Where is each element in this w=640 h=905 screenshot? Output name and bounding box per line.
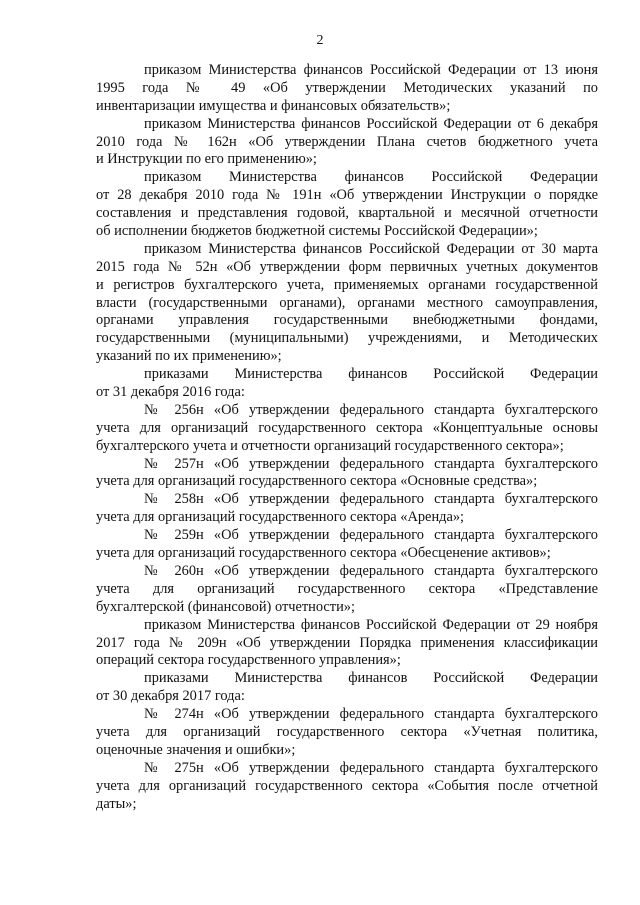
text-line: учета для организаций государственного сектора «Обесценение активов»; xyxy=(96,545,551,562)
text-line: № 274н «Об утверждении федерального стандарта бухгалтерского xyxy=(144,706,598,723)
text-line: от 31 декабря 2016 года: xyxy=(96,384,245,401)
text-line: государственными (муниципальными) учреждениями, и Методических xyxy=(96,330,598,347)
text-line: 2015 года № 52н «Об утверждении форм первичных учетных документов xyxy=(96,258,598,275)
text-line: приказом Министерства финансов Российской Федерации xyxy=(144,169,598,186)
text-line: приказом Министерства финансов Российской Федерации от 13 июня xyxy=(144,62,598,78)
text-line: бухгалтерского учета и отчетности организаций государственного сектора»; xyxy=(96,437,564,454)
text-line: № 258н «Об утверждении федерального стандарта бухгалтерского xyxy=(144,491,598,508)
text-line: 2010 года № 162н «Об утверждении Плана счетов бюджетного учета xyxy=(96,133,598,150)
text-line: учета для организаций государственного сектора «Аренда»; xyxy=(96,509,465,526)
text-line: № 259н «Об утверждении федерального стандарта бухгалтерского xyxy=(144,527,598,544)
text-line: от 28 декабря 2010 года № 191н «Об утверждении Инструкции о порядке xyxy=(96,187,598,204)
text-line: власти (государственными органами), органами местного самоуправления, xyxy=(96,294,598,311)
text-line: органами управления государственными внебюджетными фондами, xyxy=(96,312,598,329)
text-line: составления и представления годовой, квартальной и месячной отчетности xyxy=(96,205,598,222)
text-line: бухгалтерской (финансовой) отчетности»; xyxy=(96,598,355,615)
text-line: и регистров бухгалтерского учета, применяемых органами государственной xyxy=(96,276,598,293)
text-line: № 275н «Об утверждении федерального стандарта бухгалтерского xyxy=(144,759,598,776)
text-line: операций сектора государственного управления»; xyxy=(96,652,401,669)
text-line: оценочные значения и ошибки»; xyxy=(96,741,296,758)
text-line: № 256н «Об утверждении федерального стандарта бухгалтерского xyxy=(144,401,598,418)
text-line: учета для организаций государственного сектора «Основные средства»; xyxy=(96,473,538,490)
text-line: приказом Министерства финансов Российской Федерации от 30 марта xyxy=(144,240,598,257)
text-line: приказами Министерства финансов Российской Федерации xyxy=(144,366,598,383)
page-number: 2 xyxy=(316,33,324,48)
text-line: учета для организаций государственного сектора «Учетная политика, xyxy=(96,723,598,740)
text-line: об исполнении бюджетов бюджетной системы Российской Федерации»; xyxy=(96,223,538,240)
text-line: даты»; xyxy=(96,795,137,812)
text-line: № 260н «Об утверждении федерального стандарта бухгалтерского xyxy=(144,562,598,579)
text-line: от 30 декабря 2017 года: xyxy=(96,688,245,705)
text-line: и Инструкции по его применению»; xyxy=(96,151,317,168)
text-line: учета для организаций государственного сектора «Концептуальные основы xyxy=(96,419,598,436)
document-body xyxy=(96,62,598,813)
text-line: указаний по их применению»; xyxy=(96,348,282,365)
text-line: учета для организаций государственного сектора «Представление xyxy=(96,580,598,597)
text-line: 2017 года № 209н «Об утверждении Порядка применения классификации xyxy=(96,634,598,651)
text-line: приказами Министерства финансов Российской Федерации xyxy=(144,670,598,687)
text-line: № 257н «Об утверждении федерального стандарта бухгалтерского xyxy=(144,455,598,472)
text-line: приказом Министерства финансов Российской Федерации от 6 декабря xyxy=(144,115,598,132)
text-line: учета для организаций государственного сектора «События после отчетной xyxy=(96,777,598,794)
text-line: приказом Министерства финансов Российской Федерации от 29 ноября xyxy=(144,616,598,633)
text-line: инвентаризации имущества и финансовых обязательств»; xyxy=(96,97,451,114)
text-line: 1995 года № 49 «Об утверждении Методических указаний по xyxy=(96,79,598,96)
